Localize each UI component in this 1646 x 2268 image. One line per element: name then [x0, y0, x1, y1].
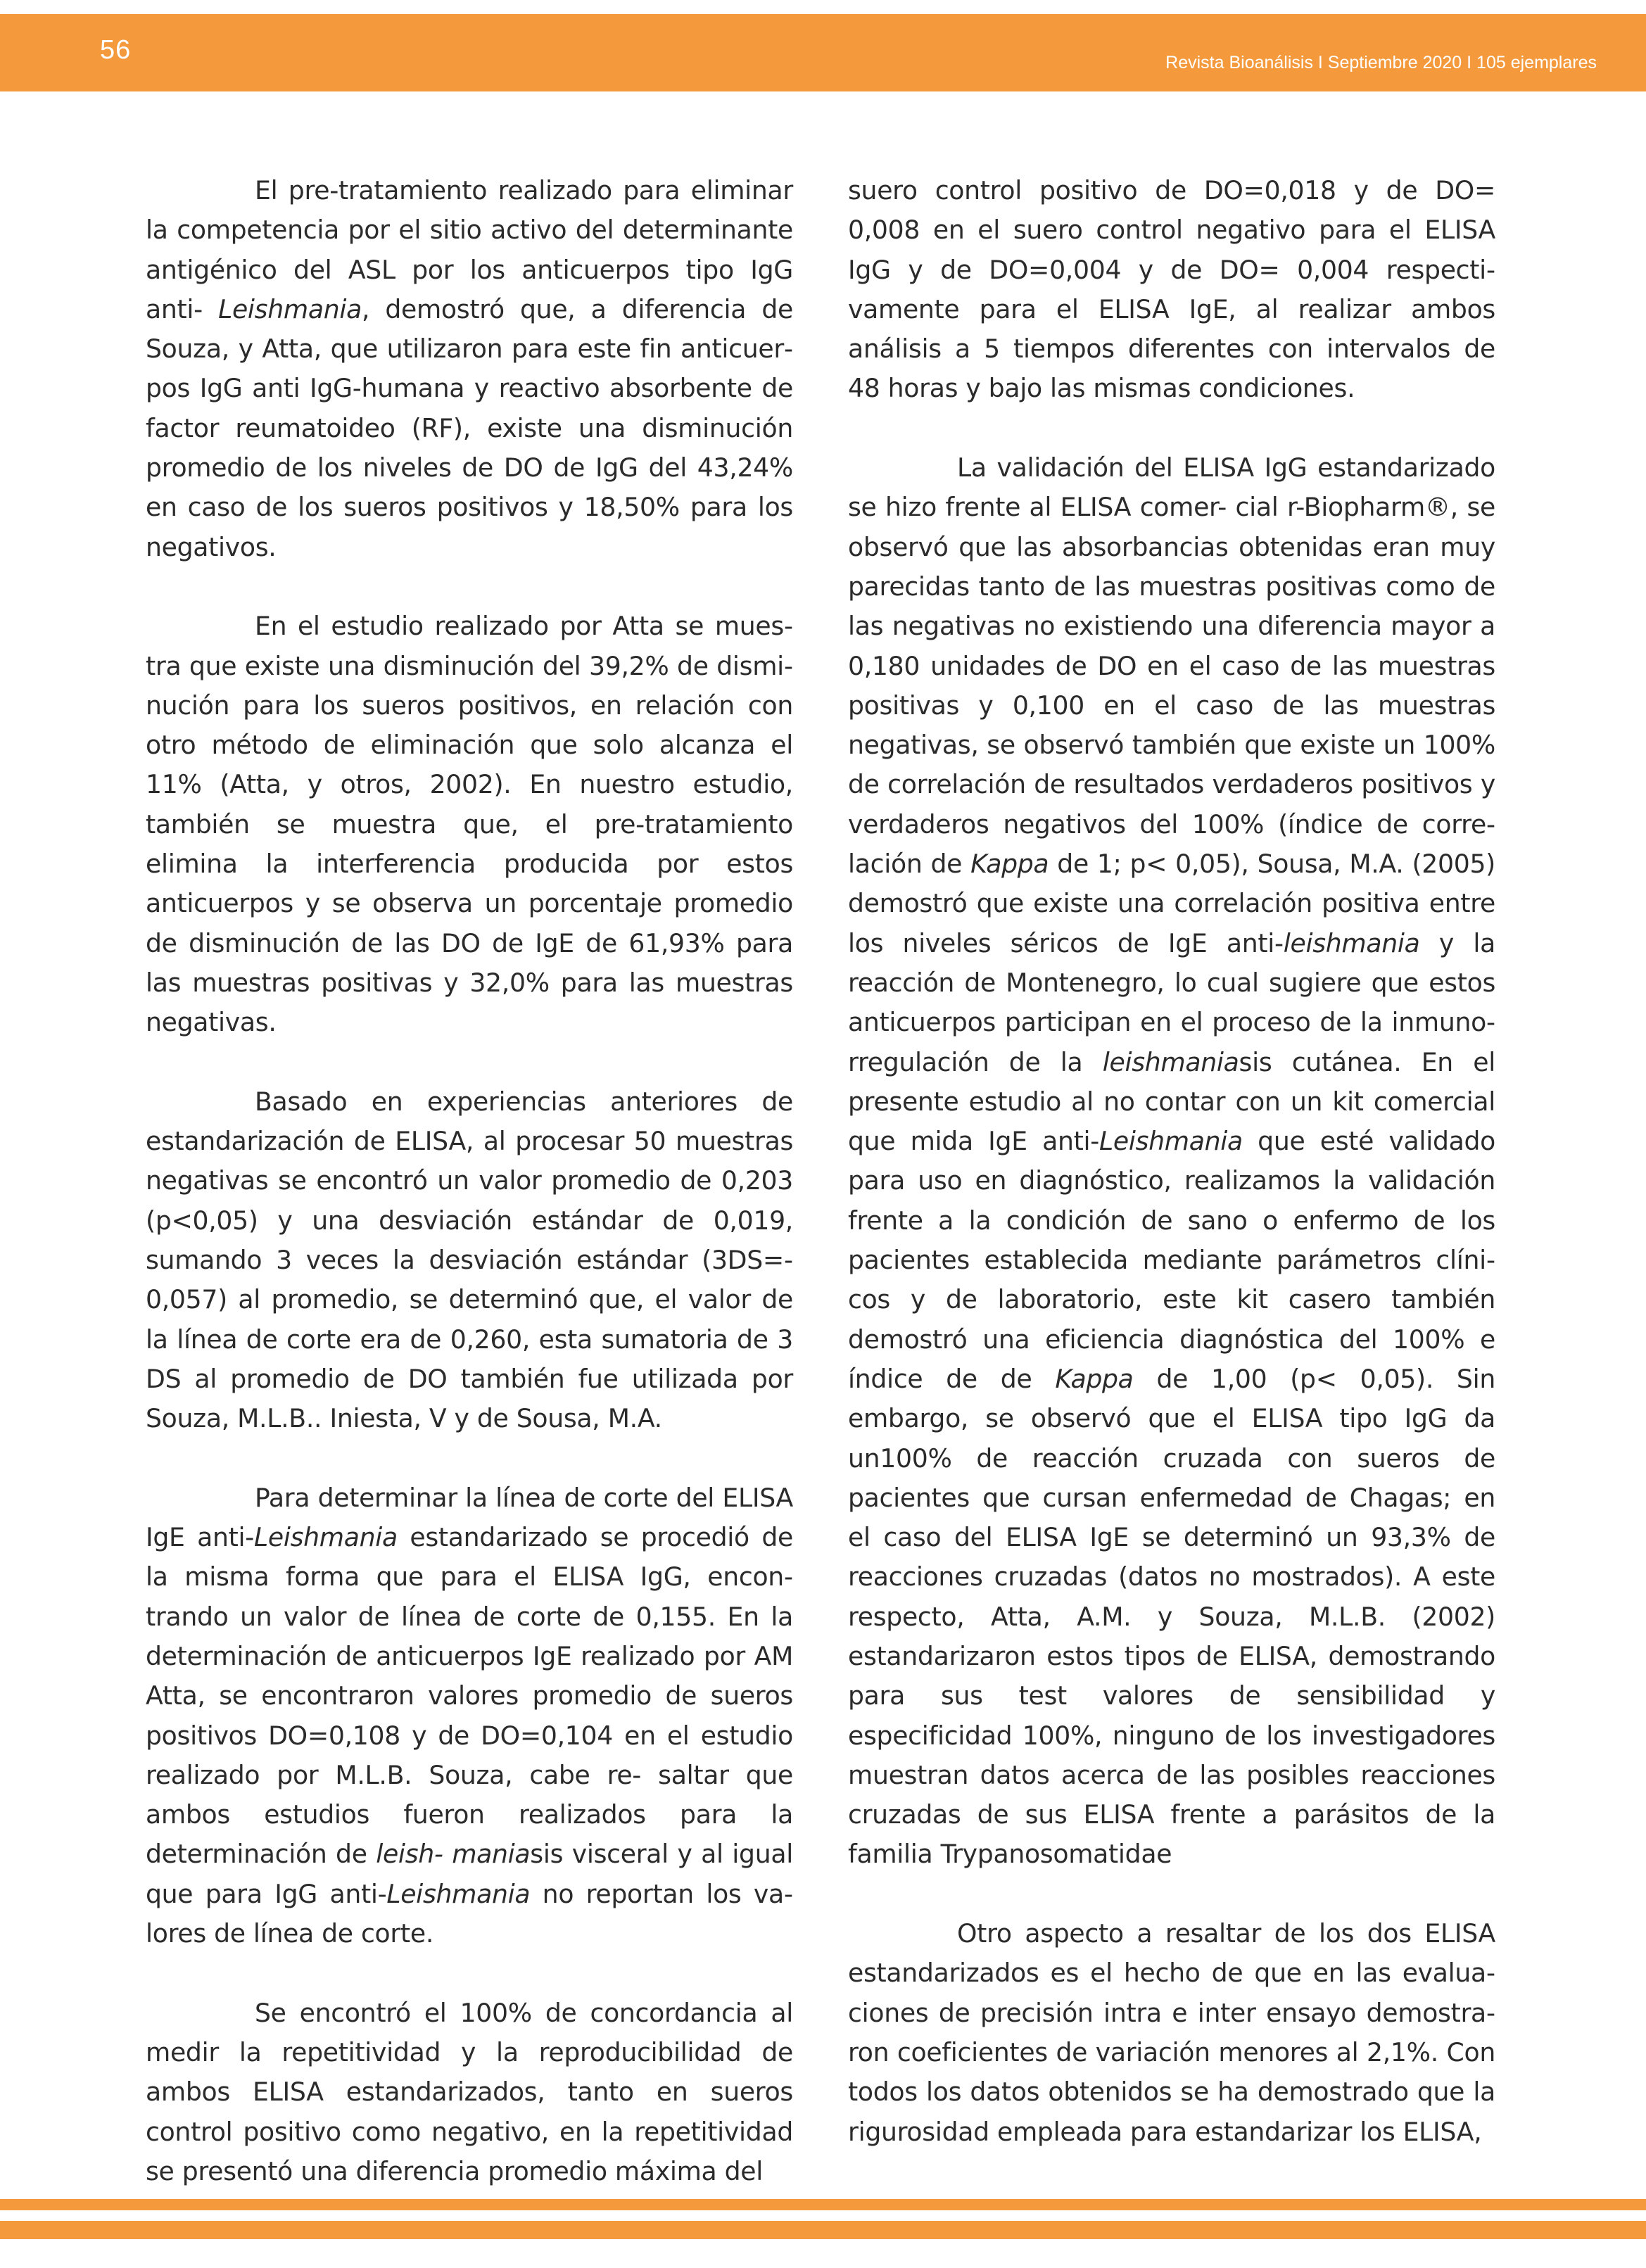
paragraph-pretratamiento: El pre-tratamiento realizado para eliminar la competencia por el sitio activo del determinante antigénico del ASL por los anticuerpos tipo IgG anti- Leishmania, demostró que, a diferencia de Souza, y Atta, que utilizaron para este fin anticuerpos IgG anti IgG-humana y reactivo absorbente de factor reumatoideo (RF), existe una disminución promedio de los niveles de DO de IgG del 43,24% en caso de los sueros positivos y 18,50% para los negativos. — [146, 175, 793, 562]
paragraph-control-serum: suero control positivo de DO=0,018 y de DO= 0,008 en el suero control negativo para el ELISA IgG y de DO=0,004 y de DO= 0,004 respectivamente para el ELISA IgE, al realizar ambos análisis a 5 tiempos diferentes con intervalos de 48 horas y bajo las mismas condiciones. — [848, 175, 1495, 404]
right-column — [848, 171, 1495, 2152]
running-head: Revista Bioanálisis I Septiembre 2020 I 105 ejemplares — [1165, 53, 1597, 72]
paragraph-validation: La validación del ELISA IgG estandarizado se hizo frente al ELISA comer- cial r-Biopharm®, se observó que las absorbancias obtenidas eran muy parecidas tanto de las muestras positivas como de las negativas no existiendo una diferencia mayor a 0,180 unidades de DO en el caso de las muestras positivas y 0,100 en el caso de las muestras negativas, se observó también que existe un 100% de correlación de resultados verdaderos positivos y verdaderos negativos del 100% (índice de correlación de Kappa de 1; p< 0,05), Sousa, M.A. (2005) demostró que existe una correlación positiva entre los niveles séricos de IgE anti-leishmania y la reacción de Montenegro, lo cual sugiere que estos anticuerpos participan en el proceso de la inmunorregulación de la leishmaniasis cutánea. En el presente estudio al no contar con un kit comercial que mida IgE anti-Leishmania que esté validado para uso en diagnóstico, realizamos la validación frente a la condición de sano o enfermo de los pacientes establecida mediante parámetros clínicos y de laboratorio, este kit casero también demostró una eficiencia diagnóstica del 100% e índice de de Kappa de 1,00 (p< 0,05). Sin embargo, se observó que el ELISA tipo IgG da un100% de reacción cruzada con sueros de pacientes que cursan enfermedad de Chagas; en el caso del ELISA IgE se determinó un 93,3% de reacciones cruzadas (datos no mostrados). A este respecto, Atta, A.M. y Souza, M.L.B. (2002) estandarizaron estos tipos de ELISA, demostrando para sus test valores de sensibilidad y especificidad 100%, ninguno de los investigadores muestran datos acerca de las posibles reacciones cruzadas de sus ELISA frente a parásitos de la familia Trypanosomatidae — [848, 452, 1495, 1870]
paragraph-precision: Otro aspecto a resaltar de los dos ELISA estandarizados es el hecho de que en las evaluaciones de precisión intra e inter ensayo demostraron coeficientes de variación menores al 2,1%. Con todos los datos obtenidos se ha demostrado que la rigurosidad empleada para estandarizar los ELISA, — [848, 1918, 1495, 2147]
paragraph-cutoff-ige: Para determinar la línea de corte del ELISA IgE anti-Leishmania estandarizado se procedió de la misma forma que para el ELISA IgG, encontrando un valor de línea de corte de 0,155. En la determinación de anticuerpos IgE realizado por AM Atta, se encontraron valores promedio de sueros positivos DO=0,108 y de DO=0,104 en el estudio realizado por M.L.B. Souza, cabe re- saltar que ambos estudios fueron realizados para la determinación de leish- maniasis visceral y al igual que para IgG anti-Leishmania no reportan los valores de línea de corte. — [146, 1482, 793, 1949]
footer-stripe-thick — [0, 2221, 1646, 2239]
paragraph-atta-study: En el estudio realizado por Atta se muestra que existe una disminución del 39,2% de disminución para los sueros positivos, en relación con otro método de eliminación que solo alcanza el 11% (Atta, y otros, 2002). En nuestro estudio, también se muestra que, el pre-tratamiento elimina la interferencia producida por estos anticuerpos y se observa un porcentaje promedio de disminución de las DO de IgE de 61,93% para las muestras positivas y 32,0% para las muestras negativas. — [146, 611, 793, 1038]
page-header-bar — [0, 14, 1646, 91]
footer-stripe-thin — [0, 2199, 1646, 2210]
page-number: 56 — [100, 35, 132, 65]
paragraph-concordance: Se encontró el 100% de concordancia al medir la repetitividad y la reproducibilidad de ambos ELISA estandarizados, tanto en sueros control positivo como negativo, en la repetitividad se presentó una diferencia promedio máxima del — [146, 1997, 793, 2186]
paragraph-cutoff-igg: Basado en experiencias anteriores de estandarización de ELISA, al procesar 50 muestras negativas se encontró un valor promedio de 0,203 (p<0,05) y una desviación estándar de 0,019, sumando 3 veces la desviación estándar (3DS=0,057) al promedio, se determinó que, el valor de la línea de corte era de 0,260, esta sumatoria de 3 DS al promedio de DO también fue utilizada por Souza, M.L.B.. Iniesta, V y de Sousa, M.A. — [146, 1086, 793, 1434]
left-column — [146, 171, 793, 2191]
